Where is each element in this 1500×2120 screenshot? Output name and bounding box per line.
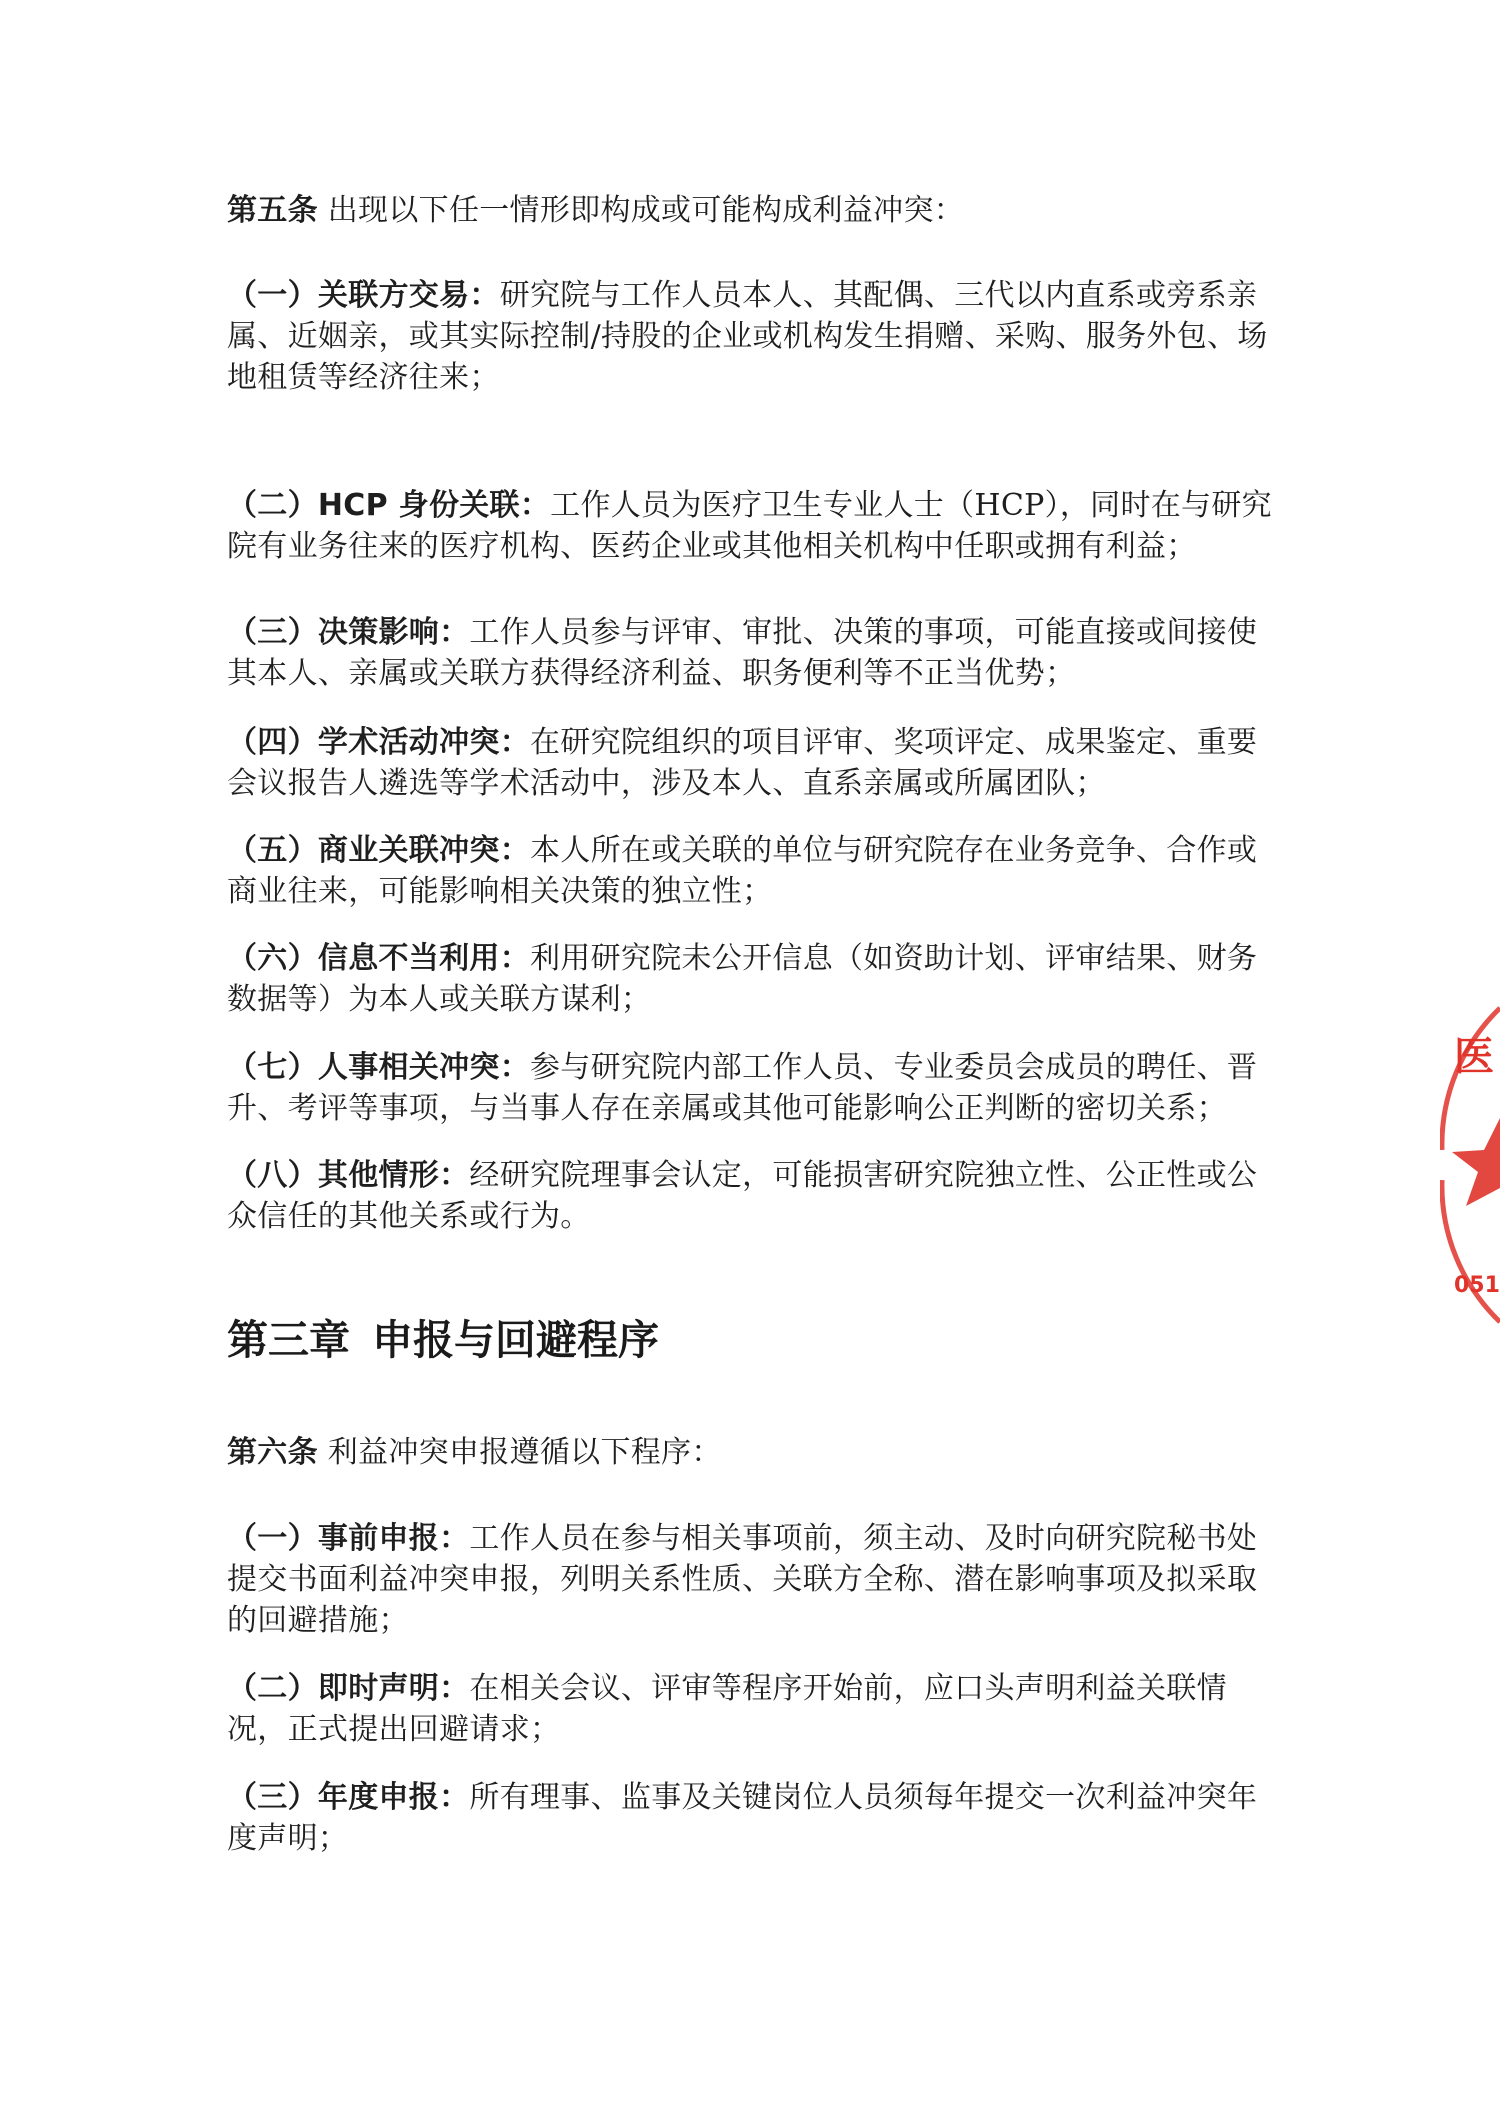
item-label: （三）决策影响： — [227, 615, 470, 650]
item-label: （八）其他情形： — [227, 1158, 470, 1193]
chapter-heading — [227, 1312, 659, 1368]
article-5-item-3 — [227, 612, 1287, 694]
article-5-item-1 — [227, 275, 1287, 398]
item-text: 工作人员为医疗卫生专业人士（HCP），同时在与研究院有业务往来的医疗机构、医药企业或其他相关机构中任职或拥有利益； — [227, 488, 1272, 564]
article-5-item-2 — [227, 485, 1287, 567]
article-5-item-5 — [227, 830, 1287, 912]
article-5-item-4 — [227, 722, 1287, 804]
article-5-text: 出现以下任一情形即构成或可能构成利益冲突： — [317, 193, 965, 228]
article-6-heading — [227, 1432, 1287, 1473]
article-5-item-6 — [227, 938, 1287, 1020]
article-6-item-2 — [227, 1668, 1287, 1750]
item-label: （一）关联方交易： — [227, 278, 500, 313]
article-6-item-1 — [227, 1518, 1287, 1641]
item-text: 利用研究院未公开信息（如资助计划、评审结果、财务数据等）为本人或关联方谋利； — [227, 941, 1258, 1017]
item-label: （一）事前申报： — [227, 1521, 470, 1556]
chapter-title: 申报与回避程序 — [372, 1316, 659, 1364]
item-text: 所有理事、监事及关键岗位人员须每年提交一次利益冲突年度声明； — [227, 1780, 1258, 1856]
seal-icon — [1440, 1000, 1500, 1330]
item-text: 在研究院组织的项目评审、奖项评定、成果鉴定、重要会议报告人遴选等学术活动中，涉及本人、直系亲属或所属团队； — [227, 725, 1258, 801]
item-text: 研究院与工作人员本人、其配偶、三代以内直系或旁系亲属、近姻亲，或其实际控制/持股的企业或机构发生捐赠、采购、服务外包、场地租赁等经济往来； — [227, 278, 1268, 395]
article-5-label: 第五条 — [227, 193, 318, 228]
item-label: （三）年度申报： — [227, 1780, 470, 1815]
item-text: 本人所在或关联的单位与研究院存在业务竞争、合作或商业往来，可能影响相关决策的独立性； — [227, 833, 1258, 909]
item-text: 经研究院理事会认定，可能损害研究院独立性、公正性或公众信任的其他关系或行为。 — [227, 1158, 1258, 1234]
item-text: 工作人员参与评审、审批、决策的事项，可能直接或间接使其本人、亲属或关联方获得经济利益、职务便利等不正当优势； — [227, 615, 1258, 691]
item-label: （七）人事相关冲突： — [227, 1050, 530, 1085]
article-6-item-3 — [227, 1777, 1287, 1859]
item-label: （六）信息不当利用： — [227, 941, 530, 976]
item-label: （二）HCP 身份关联： — [227, 488, 551, 523]
item-text: 工作人员在参与相关事项前，须主动、及时向研究院秘书处提交书面利益冲突申报，列明关系性质、关联方全称、潜在影响事项及拟采取的回避措施； — [227, 1521, 1258, 1638]
item-label: （五）商业关联冲突： — [227, 833, 530, 868]
article-6-label: 第六条 — [227, 1435, 318, 1470]
item-label: （二）即时声明： — [227, 1671, 470, 1706]
official-seal-fragment — [1440, 1000, 1500, 1330]
item-text: 参与研究院内部工作人员、专业委员会成员的聘任、晋升、考评等事项，与当事人存在亲属或其他可能影响公正判断的密切关系； — [227, 1050, 1258, 1126]
chapter-number: 第三章 — [227, 1316, 350, 1364]
seal-number: 051 — [1454, 1273, 1500, 1298]
seal-char: 医 — [1454, 1034, 1494, 1080]
item-text: 在相关会议、评审等程序开始前，应口头声明利益关联情况，正式提出回避请求； — [227, 1671, 1227, 1747]
article-5-item-7 — [227, 1047, 1287, 1129]
article-5-item-8 — [227, 1155, 1287, 1237]
article-5-heading — [227, 190, 1287, 231]
item-label: （四）学术活动冲突： — [227, 725, 530, 760]
article-6-text: 利益冲突申报遵循以下程序： — [317, 1435, 722, 1470]
